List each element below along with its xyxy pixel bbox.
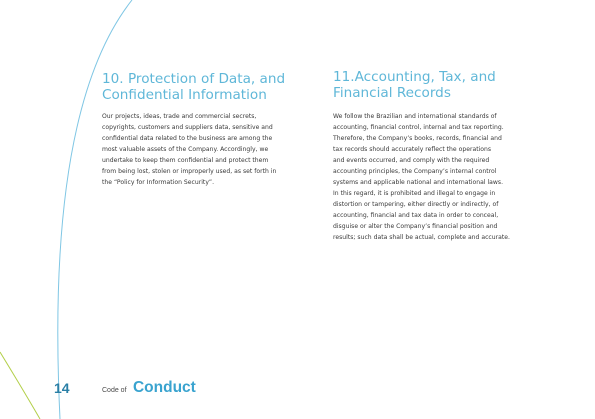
- body-line: results; such data shall be actual, complete and accurate.: [333, 234, 510, 241]
- body-line: accounting, financial control, internal and tax reporting.: [333, 124, 504, 131]
- body-line: Our projects, ideas, trade and commercial secrets,: [102, 113, 257, 120]
- body-line: accounting principles, the Company’s internal control: [333, 168, 497, 175]
- body-line: undertake to keep them confidential and protect them: [102, 157, 269, 164]
- body-line: most valuable assets of the Company. Accordingly, we: [102, 146, 269, 153]
- footer-brand-name: Conduct: [132, 379, 196, 396]
- decorative-arc-blue: [58, 0, 132, 419]
- title-line: 10. Protection of Data, and: [102, 71, 286, 87]
- body-line: accounting, financial and tax data in order to conceal,: [333, 212, 499, 219]
- body-line: copyrights, customers and suppliers data, sensitive and: [102, 124, 273, 131]
- section-11-body: [333, 111, 543, 243]
- section-11-title: [333, 70, 533, 101]
- page-number: 14: [54, 380, 70, 396]
- body-line: systems and applicable national and international laws.: [333, 179, 504, 186]
- decorative-arc-green: [0, 352, 40, 419]
- title-line: Confidential Information: [102, 86, 267, 103]
- title-line: 11.Accounting, Tax, and: [333, 69, 496, 85]
- title-line: Financial Records: [333, 84, 451, 101]
- body-line: confidential data related to the business are among the: [102, 135, 273, 142]
- footer-brand-prefix: Code of: [102, 387, 127, 394]
- body-line: and events occurred, and comply with the required: [333, 157, 490, 164]
- body-line: from being lost, stolen or improperly used, as set forth in: [102, 168, 277, 175]
- body-line: tax records should accurately reflect the operations: [333, 146, 492, 153]
- body-line: disguise or alter the Company’s financial position and: [333, 223, 498, 230]
- body-line: the “Policy for Information Security”.: [102, 179, 215, 186]
- body-line: Therefore, the Company’s books, records, financial and: [333, 135, 502, 142]
- section-10-body: [102, 111, 302, 188]
- body-line: distortion or tampering, either directly or indirectly, of: [333, 201, 499, 208]
- footer-brand: [102, 379, 196, 397]
- section-10-title: [102, 72, 302, 103]
- body-line: In this regard, it is prohibited and illegal to engage in: [333, 190, 496, 197]
- body-line: We follow the Brazilian and international standards of: [333, 113, 497, 120]
